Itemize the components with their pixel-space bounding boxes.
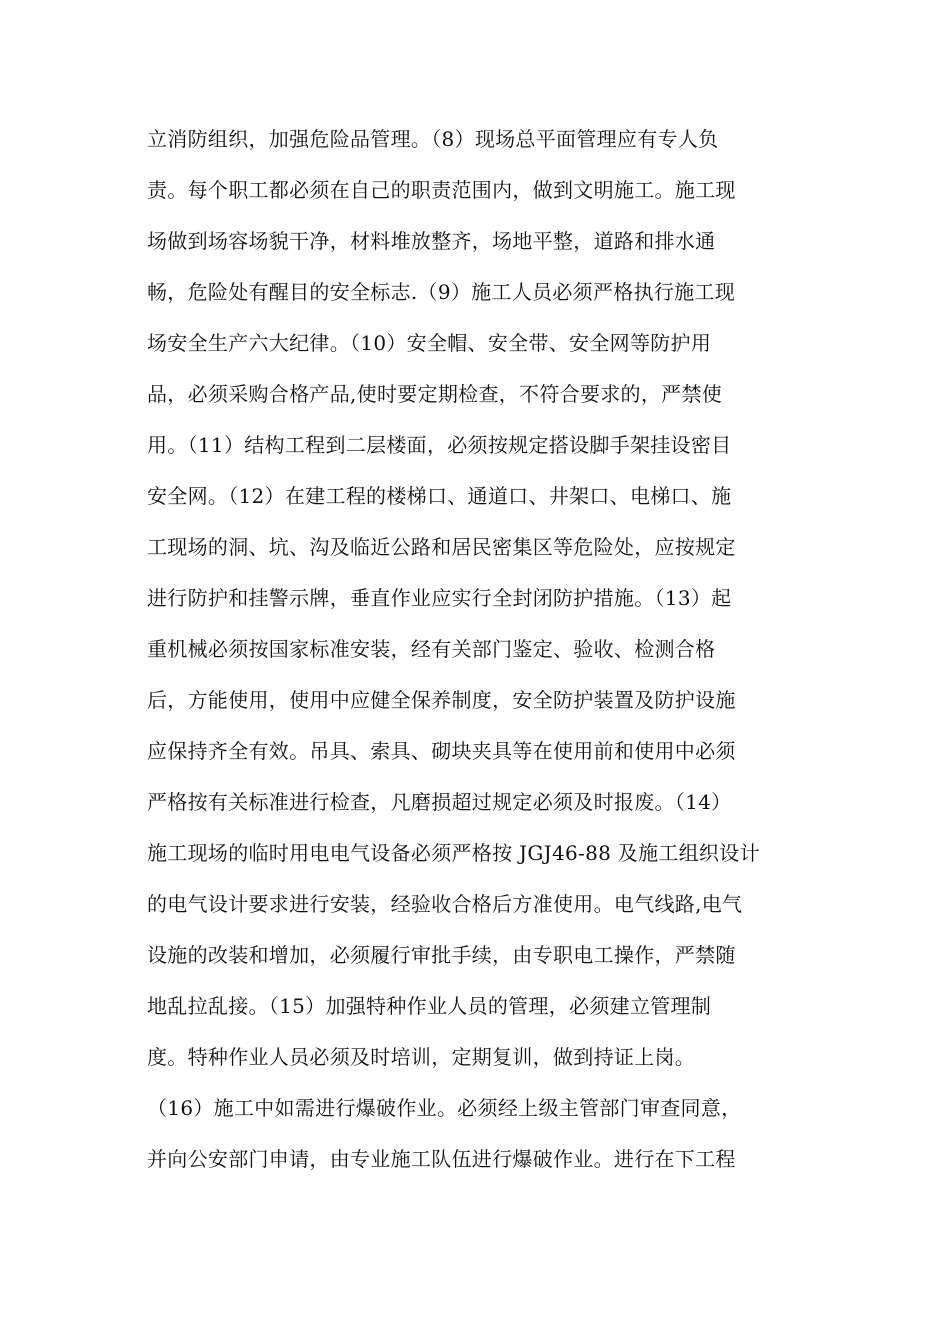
text-line: 后，方能使用，使用中应健全保养制度，安全防护装置及防护设施: [147, 688, 736, 712]
text-line: 应保持齐全有效。吊具、索具、砌块夹具等在使用前和使用中必须: [147, 739, 736, 763]
text-line: （16）施工中如需进行爆破作业。必须经上级主管部门审查同意，: [147, 1096, 742, 1120]
text-line: 并向公安部门申请，由专业施工队伍进行爆破作业。进行在下工程: [147, 1147, 736, 1171]
text-line: 重机械必须按国家标准安装，经有关部门鉴定、验收、检测合格: [147, 637, 716, 661]
text-line: 严格按有关标准进行检查，凡磨损超过规定必须及时报废。（14）: [147, 790, 732, 814]
text-line: 安全网。（12）在建工程的楼梯口、通道口、井架口、电梯口、施: [147, 484, 732, 508]
text-line: 进行防护和挂警示牌，垂直作业应实行全封闭防护措施。（13）起: [147, 586, 732, 610]
text-line: 设施的改装和增加，必须履行审批手续，由专职电工操作，严禁随: [147, 943, 736, 967]
text-line: 度。特种作业人员必须及时培训，定期复训，做到持证上岗。: [147, 1045, 696, 1069]
text-line: 地乱拉乱接。（15）加强特种作业人员的管理，必须建立管理制: [147, 994, 712, 1018]
text-line: 立消防组织，加强危险品管理。（8）现场总平面管理应有专人负: [147, 127, 719, 151]
body-text: [147, 118, 817, 1189]
text-line: 的电气设计要求进行安装，经验收合格后方准使用。电气线路,电气: [147, 892, 743, 916]
text-line: 责。每个职工都必须在自己的职责范围内，做到文明施工。施工现: [147, 178, 736, 202]
text-line: 畅，危险处有醒目的安全标志.（9）施工人员必须严格执行施工现: [147, 280, 736, 304]
text-line: 场安全生产六大纪律。（10）安全帽、安全带、安全网等防护用: [147, 331, 712, 355]
text-line: 工现场的洞、坑、沟及临近公路和居民密集区等危险处，应按规定: [147, 535, 736, 559]
text-line: 场做到场容场貌干净，材料堆放整齐，场地平整，道路和排水通: [147, 229, 716, 253]
text-line: 用。（11）结构工程到二层楼面，必须按规定搭设脚手架挂设密目: [147, 433, 732, 457]
text-line: 施工现场的临时用电电气设备必须严格按 JGJ46-88 及施工组织设计: [147, 841, 760, 865]
text-line: 品，必须采购合格产品,使时要定期检查，不符合要求的，严禁使: [147, 382, 723, 406]
